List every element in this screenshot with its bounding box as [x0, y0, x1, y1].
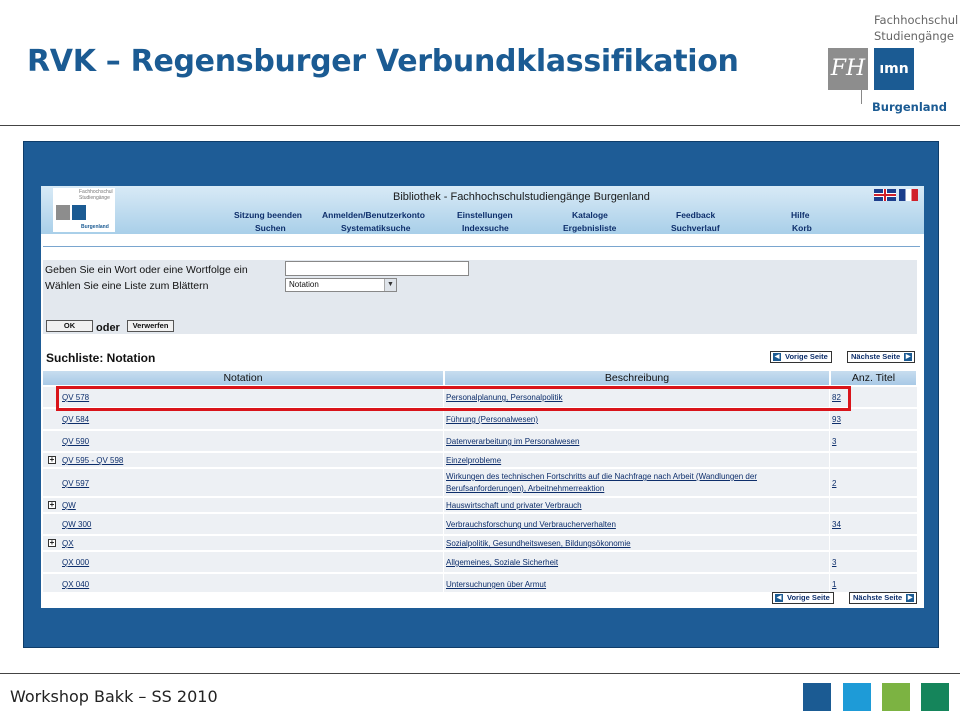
- nav-suchen[interactable]: Suchen: [255, 223, 286, 233]
- logo-text-studiengaenge: Studiengänge: [874, 29, 954, 43]
- label-browse-list: Wählen Sie eine Liste zum Blättern: [45, 280, 209, 292]
- list-title: Suchliste: Notation: [46, 351, 156, 365]
- accent-square-2: [843, 683, 871, 711]
- table-row: [43, 552, 917, 574]
- reset-button[interactable]: Verwerfen: [127, 320, 174, 332]
- notation-link[interactable]: QX: [62, 539, 74, 548]
- notation-link[interactable]: QV 590: [62, 437, 90, 446]
- nav-indexsuche[interactable]: Indexsuche: [462, 223, 509, 233]
- table-row: [43, 409, 917, 431]
- opac-logo-text-3: Burgenland: [81, 224, 109, 230]
- logo-building-mark: ımn: [874, 48, 914, 90]
- description-link[interactable]: Personalplanung, Personalpolitik: [446, 393, 563, 402]
- arrow-left-icon: ◀: [774, 354, 780, 360]
- count-link[interactable]: 3: [832, 558, 837, 567]
- column-header-anz-titel: Anz. Titel: [831, 371, 917, 385]
- table-row: [43, 469, 917, 498]
- nav-einstellungen[interactable]: Einstellungen: [457, 210, 513, 220]
- notation-link[interactable]: QV 597: [62, 479, 90, 488]
- accent-square-4: [921, 683, 949, 711]
- header-divider: [0, 125, 960, 126]
- nav-sitzung-beenden[interactable]: Sitzung beenden: [234, 210, 302, 220]
- table-row: [43, 498, 917, 514]
- opac-logo-fh-mark: [56, 205, 70, 220]
- nav-anmelden[interactable]: Anmelden/Benutzerkonto: [322, 210, 425, 220]
- next-page-label: Nächste Seite: [853, 593, 903, 602]
- table-row: [43, 514, 917, 536]
- chevron-down-icon[interactable]: ▼: [384, 279, 396, 291]
- logo-tick: [861, 90, 862, 104]
- notation-link[interactable]: QW 300: [62, 520, 92, 529]
- prev-page-button-bottom[interactable]: [772, 592, 834, 604]
- description-link[interactable]: Verbrauchsforschung und Verbraucherverhalten: [446, 520, 616, 529]
- count-link[interactable]: 93: [832, 415, 841, 424]
- description-link[interactable]: Wirkungen des technischen Fortschritts auf die Nachfrage nach Arbeit (Wandlungen der Berufsanforderungen), Arbeitnehmerreaktion: [446, 472, 757, 493]
- opac-header: [41, 186, 924, 234]
- description-link[interactable]: Untersuchungen über Armut: [446, 580, 547, 589]
- next-page-label: Nächste Seite: [851, 352, 901, 361]
- oder-label: oder: [96, 322, 120, 334]
- notation-link[interactable]: QX 040: [62, 580, 90, 589]
- next-page-button-top[interactable]: [847, 351, 915, 363]
- next-page-button-bottom[interactable]: [849, 592, 917, 604]
- expand-icon[interactable]: +: [49, 455, 55, 464]
- nav-hilfe[interactable]: Hilfe: [791, 210, 810, 220]
- footer-text: Workshop Bakk – SS 2010: [10, 687, 218, 706]
- arrow-left-icon: ◀: [776, 595, 782, 601]
- count-link[interactable]: 82: [832, 393, 841, 402]
- description-link[interactable]: Datenverarbeitung im Personalwesen: [446, 437, 580, 446]
- column-header-notation: Notation: [43, 371, 444, 385]
- prev-page-button-top[interactable]: [770, 351, 832, 363]
- nav-systematiksuche[interactable]: Systematiksuche: [341, 223, 411, 233]
- english-flag-icon[interactable]: [874, 189, 896, 201]
- logo-fh-mark: FH: [828, 48, 868, 90]
- table-row: [43, 453, 917, 469]
- search-input[interactable]: [285, 261, 469, 276]
- notation-link[interactable]: QV 584: [62, 415, 90, 424]
- nav-kataloge[interactable]: Kataloge: [572, 210, 608, 220]
- browse-list-select[interactable]: [285, 278, 397, 292]
- ok-button[interactable]: OK: [46, 320, 93, 332]
- accent-square-1: [803, 683, 831, 711]
- count-link[interactable]: 1: [832, 580, 837, 589]
- count-link[interactable]: 3: [832, 437, 837, 446]
- french-flag-icon[interactable]: [899, 189, 918, 201]
- opac-logo-text-2: Studiengänge: [79, 195, 110, 201]
- accent-square-3: [882, 683, 910, 711]
- count-link[interactable]: 2: [832, 479, 837, 488]
- nav-ergebnisliste[interactable]: Ergebnisliste: [563, 223, 617, 233]
- nav-feedback[interactable]: Feedback: [676, 210, 716, 220]
- nav-korb[interactable]: Korb: [792, 223, 812, 233]
- table-row: [43, 431, 917, 453]
- description-link[interactable]: Allgemeines, Soziale Sicherheit: [446, 558, 559, 567]
- opac-title: Bibliothek - Fachhochschulstudiengänge Burgenland: [393, 191, 650, 203]
- logo-text-fachhochschul: Fachhochschul: [874, 13, 959, 27]
- prev-page-label: Vorige Seite: [787, 593, 830, 602]
- logo-text-burgenland: Burgenland: [872, 100, 947, 114]
- opac-logo-text-1: Fachhochschul: [79, 189, 113, 195]
- description-link[interactable]: Einzelprobleme: [446, 456, 502, 465]
- notation-link[interactable]: QV 578: [62, 393, 90, 402]
- prev-page-label: Vorige Seite: [785, 352, 828, 361]
- opac-logo: [53, 188, 115, 232]
- description-link[interactable]: Führung (Personalwesen): [446, 415, 539, 424]
- browse-list-selected: Notation: [289, 280, 319, 289]
- table-row: [43, 536, 917, 552]
- column-header-beschreibung: Beschreibung: [445, 371, 830, 385]
- description-link[interactable]: Sozialpolitik, Gesundheitswesen, Bildungsökonomie: [446, 539, 631, 548]
- count-link[interactable]: 34: [832, 520, 841, 529]
- opac-separator: [43, 246, 920, 247]
- highlight-box: [56, 386, 851, 411]
- arrow-right-icon: ▶: [907, 595, 913, 601]
- expand-icon[interactable]: +: [49, 500, 55, 509]
- description-link[interactable]: Hauswirtschaft und privater Verbrauch: [446, 501, 582, 510]
- label-word-search: Geben Sie ein Wort oder eine Wortfolge ein: [45, 264, 248, 276]
- notation-link[interactable]: QV 595 - QV 598: [62, 456, 124, 465]
- notation-link[interactable]: QX 000: [62, 558, 90, 567]
- slide-title: RVK – Regensburger Verbundklassifikation: [27, 44, 739, 79]
- footer-divider: [0, 673, 960, 674]
- fh-burgenland-logo: [828, 8, 959, 118]
- table-row: [43, 574, 917, 594]
- opac-logo-building-mark: [72, 205, 86, 220]
- notation-link[interactable]: QW: [62, 501, 76, 510]
- expand-icon[interactable]: +: [49, 538, 55, 547]
- nav-suchverlauf[interactable]: Suchverlauf: [671, 223, 720, 233]
- arrow-right-icon: ▶: [905, 354, 911, 360]
